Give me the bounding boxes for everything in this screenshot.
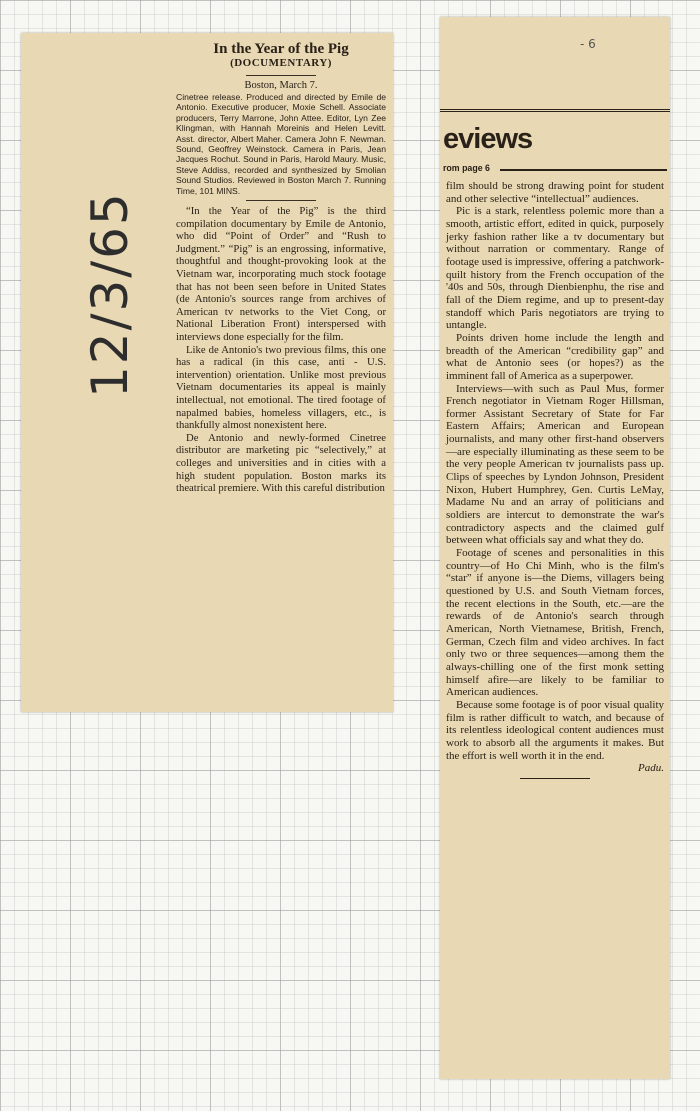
handwritten-date: 12/3/65 (81, 191, 139, 398)
divider (246, 200, 316, 201)
section-heading: eviews (443, 123, 533, 155)
article-subhead: (DOCUMENTARY) (230, 57, 332, 69)
paragraph: “In the Year of the Pig” is the third compilation documentary by Emile de Antonio, who did “Point of Order” and “Rush to Judgment.” “Pig” is an engrossing, informative, thoughtful and thought-provoking look at the Vietnam war, incorporating much stock footage that has not been seen before in United States (de Antonio's sources range from archives of American tv networks to the Viet Cong, or National Liberation Front) interspersed with interviews done especially for the film. (176, 205, 386, 343)
paragraph: film should be strong drawing point for student and other selective “intellectual” audiences. (446, 180, 664, 205)
paragraph: Points driven home include the length and breadth of the American “credibility gap” and what de Antonio sees (or hopes?) as the imminent fall of America as a superpower. (446, 331, 664, 382)
paragraph: Like de Antonio's two previous films, this one has a radical (in this case, anti - U.S. intervention) orientation. Unlike most previous Vietnam documentaries its appeal is mainly intellectual, not emotional. The tired footage of napalmed babies, homeless villagers, etc., is thankfully almost nonexistent here. (176, 343, 386, 432)
corner-mark: - 6 (580, 37, 596, 51)
right-clipping (440, 17, 670, 1079)
divider (500, 169, 667, 171)
paragraph: Interviews—with such as Paul Mus, former French negotiator in Vietnam Roger Hillsman, former Assistant Secretary of State for Far Eastern Affairs; American and European journalists, and many other first-hand observers—are especially illuminating as these seem to be the very people American tv journalists pass up. Clips of speeches by Lyndon Johnson, President Nixon, Hubert Humphrey, Gen. Curtis LeMay, Madame Nu and an array of politicians and soldiers are intercut to demonstrate the war's contradictory aspects and the claimed gulf between what officials say and what they do. (446, 382, 664, 547)
reviewer-signature: Padu. (638, 762, 664, 775)
right-article (446, 180, 664, 779)
article-headline: In the Year of the Pig (213, 41, 349, 57)
end-divider (520, 778, 590, 779)
left-article (176, 41, 386, 495)
from-page-label: rom page 6 (443, 163, 490, 173)
paragraph: Footage of scenes and personalities in this country—of Ho Chi Minh, who is the film's “star” if anyone is—the Diems, villagers being questioned by U.S. and South Vietnam forces, the recent elections in the South, etc.—are the rewards of de Antonio's search through American, North Vietnamese, British, French, German, Czech film and video archives. In fact only two or three sequences—among them the always-chilling one of the first monk setting himself afire—are likely to be familiar to American audiences. (446, 547, 664, 699)
dateline: Boston, March 7. (244, 80, 318, 91)
credits-block: Cinetree release. Produced and directed by Emile de Antonio. Executive producer, Moxie Schell. Associate producers, Terry Marrone, John Attee. Editor, Lyn Zee Klingman, with Hannah Moreinis and Helen Levitt. Asst. director, Albert Maher. Camera John F. Newman. Sound, Geoffrey Weinstock. Camera in Paris, Jean Jacques Rochut. Sound in Paris, Harold Maury. Music, Steve Addiss, recorded and synthesized by Smolian Sound Studios. Reviewed in Boston March 7. Running Time, 101 MINS. (176, 92, 386, 196)
top-double-rule (440, 109, 670, 112)
left-clipping (21, 33, 393, 712)
paragraph: Pic is a stark, relentless polemic more than a smooth, artistic effort, edited in quick, purposely jerky fashion rather like a tv documentary but without narration or commentary. Range of footage used is impressive, offering a patchwork-quilt history from the French occupation of the '40s and 50s, through Dienbienphu, the rise and fall of the Diem regime, and up to present-day standoff which Paris negotiators are trying to untangle. (446, 205, 664, 332)
paragraph: De Antonio and newly-formed Cinetree distributor are marketing pic “selectively,” at colleges and universities and in cities with a high student population. Boston marks its theatrical premiere. With this careful distribution (176, 431, 386, 495)
divider (246, 75, 316, 76)
paragraph: Because some footage is of poor visual quality film is rather difficult to watch, and because of its relentless ideological content audiences must work to absorb all the arguments it makes. But the effort is well worth it in the end. (446, 698, 664, 762)
